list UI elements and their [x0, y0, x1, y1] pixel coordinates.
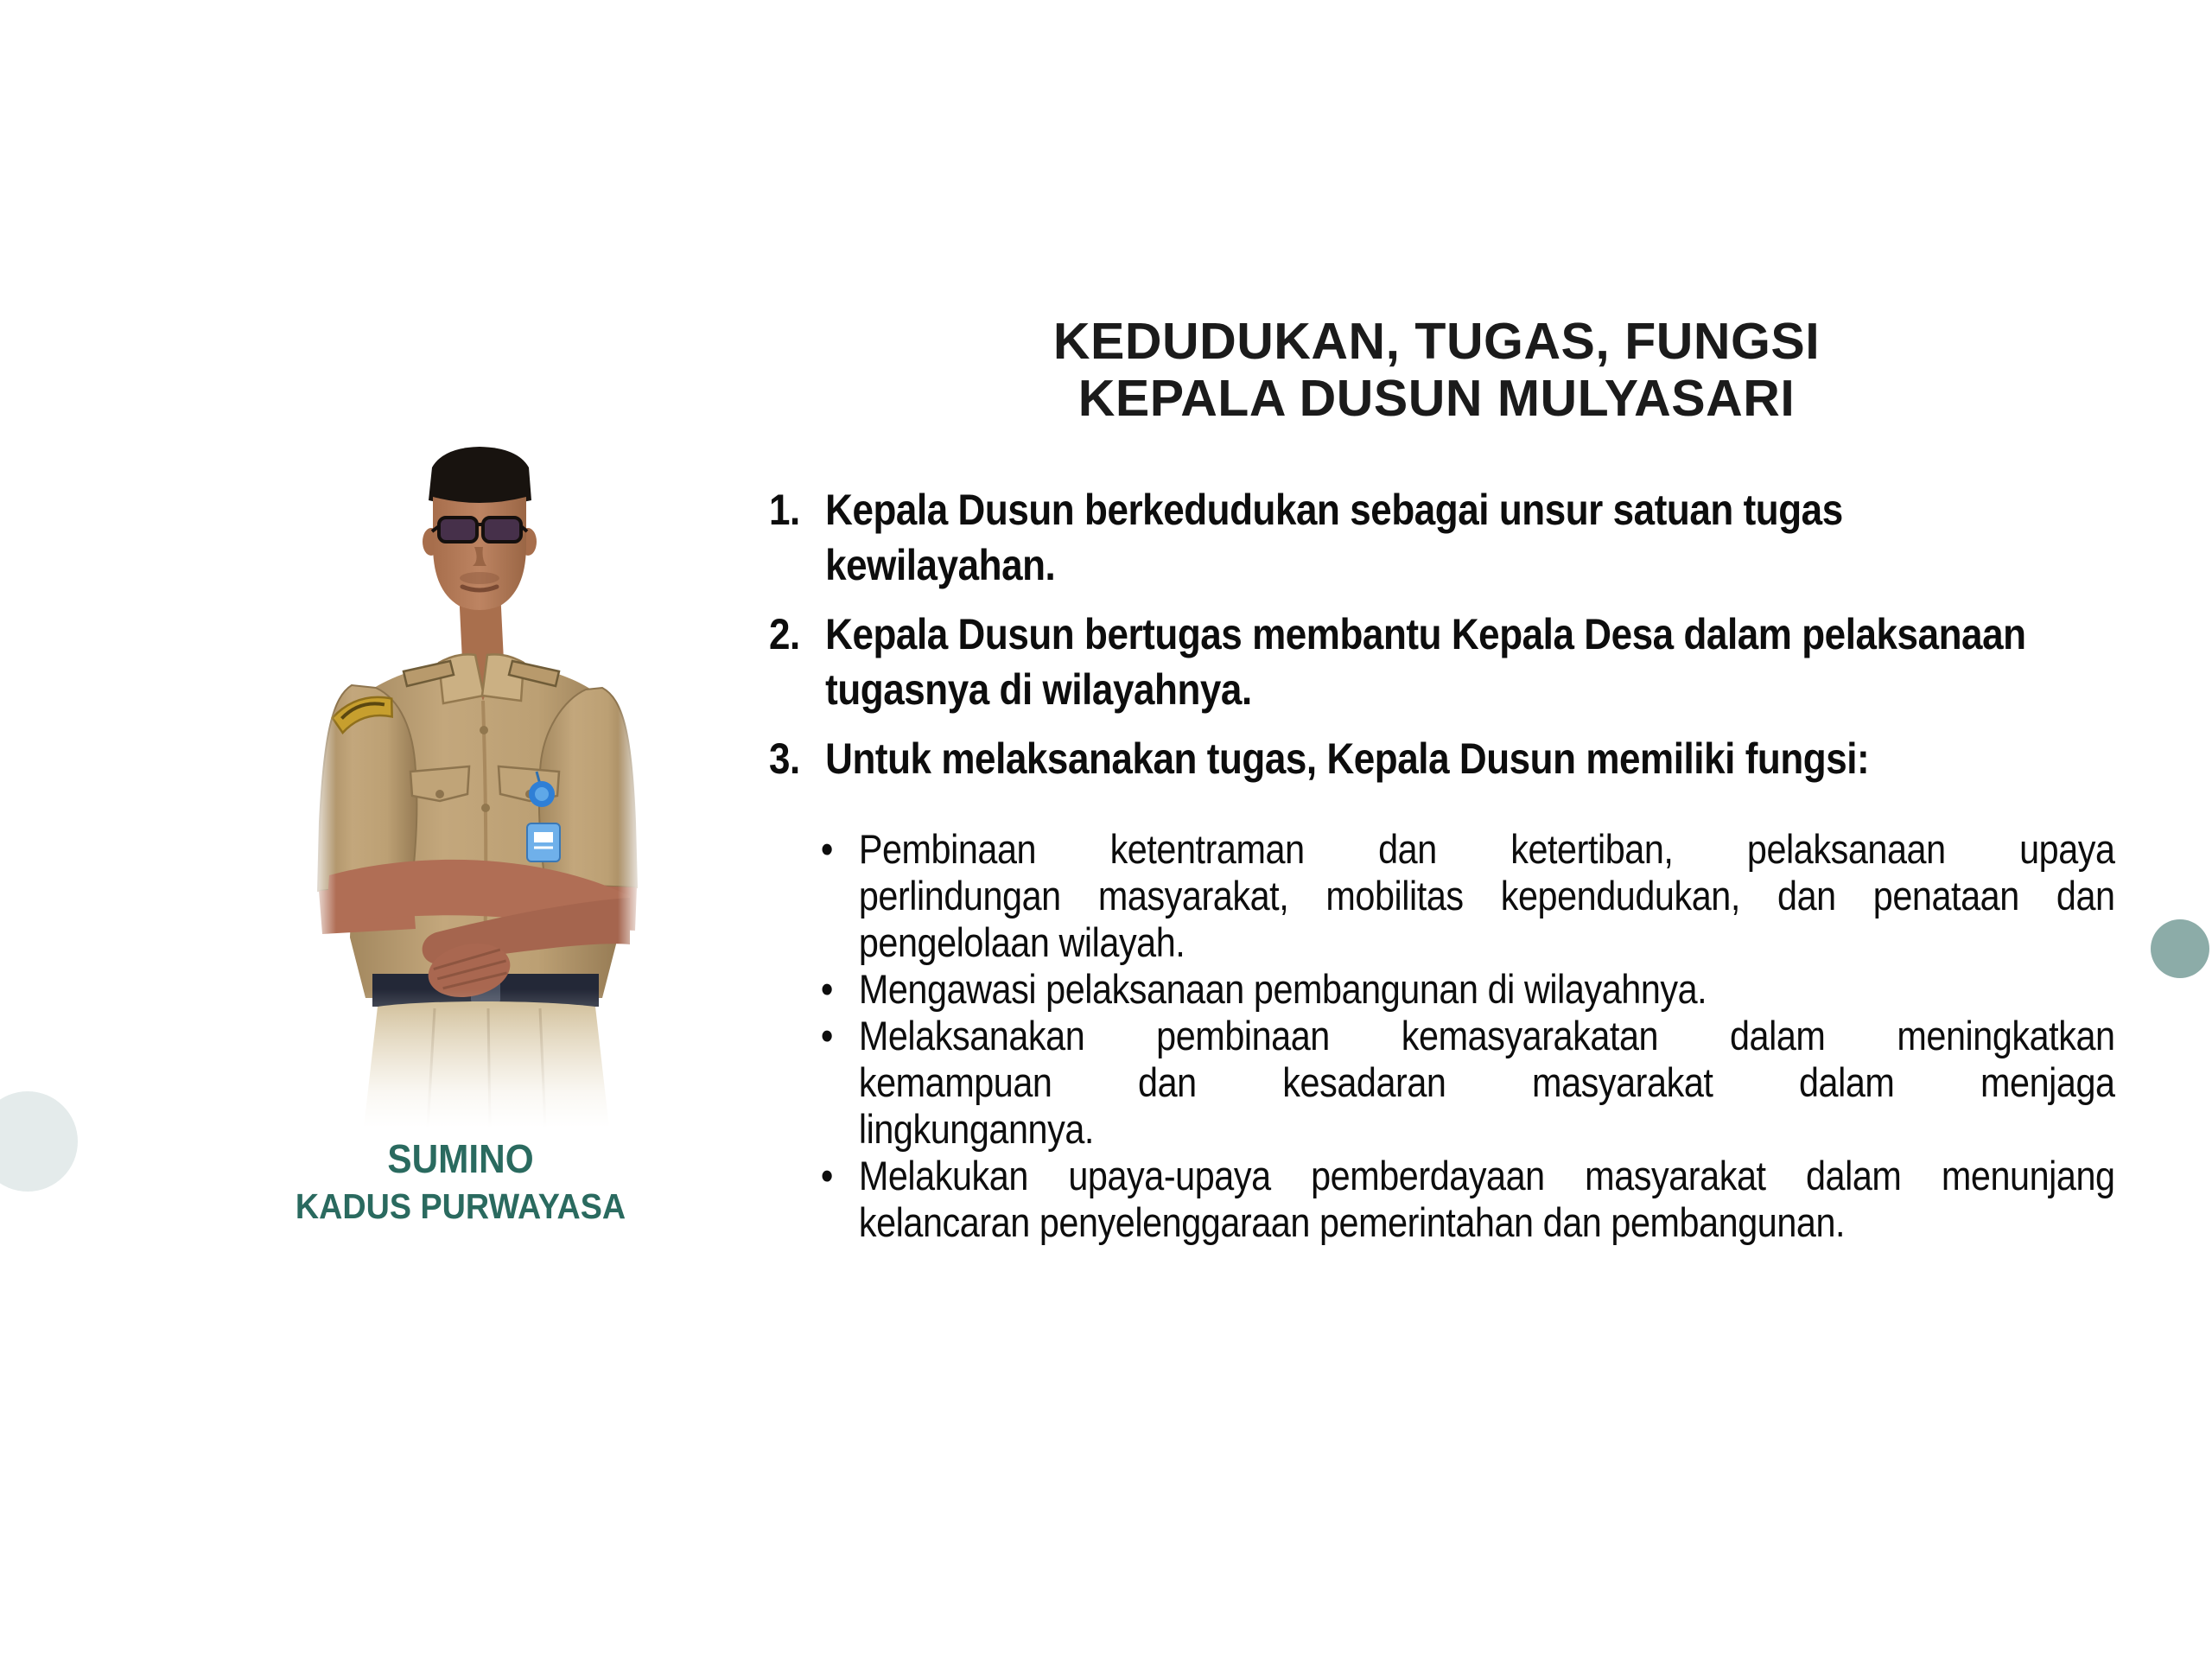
text-line: Mengawasi pelaksanaan pembangunan di wilayahnya.: [858, 966, 1707, 1012]
text-line: Untuk melaksanakan tugas, Kepala Dusun memiliki fungsi:: [825, 734, 1870, 783]
duties-text: [769, 482, 2115, 1246]
text-line: kewilayahan.: [825, 541, 1056, 589]
button: [481, 804, 490, 812]
bullet-icon: •: [820, 966, 833, 1012]
text-line: kelancaran penyelenggaraan pemerintahan dan pembangunan.: [858, 1199, 1846, 1245]
bullet-item: [769, 966, 2115, 1013]
text-line: pengelolaan wilayah.: [858, 919, 1185, 965]
item-text: [859, 1153, 2115, 1246]
photo-fade-left: [314, 445, 336, 1128]
text-line: Pembinaan ketentraman dan ketertiban, pelaksanaan upaya: [858, 826, 2115, 872]
item-number: 1.: [769, 486, 800, 534]
button: [480, 726, 488, 734]
text-line: Melaksanakan pembinaan kemasyarakatan dalam meningkatkan: [858, 1013, 2115, 1058]
page-title: [769, 313, 2104, 427]
portrait-caption: [282, 1134, 639, 1229]
item-text: [859, 1013, 2115, 1153]
portrait-illustration: [314, 445, 640, 1128]
numbered-item: [769, 482, 2115, 593]
text-line: perlindungan masyarakat, mobilitas kependudukan, dan penataan dan: [858, 873, 2115, 918]
item-text: [825, 731, 2114, 786]
bullet-icon: •: [820, 826, 833, 872]
text-line: Kepala Dusun berkedudukan sebagai unsur satuan tugas: [825, 486, 1843, 534]
item-text: [859, 966, 2115, 1013]
text-line: kemampuan dan kesadaran masyarakat dalam menjaga: [858, 1059, 2115, 1105]
numbered-item: [769, 607, 2115, 717]
text-line: Kepala Dusun bertugas membantu Kepala Desa dalam pelaksanaan: [825, 610, 2026, 658]
item-number: 3.: [769, 734, 800, 783]
item-text: [859, 826, 2115, 966]
text-line: Melakukan upaya-upaya pemberdayaan masyarakat dalam menunjang: [858, 1153, 2115, 1198]
bullet-icon: •: [820, 1013, 833, 1058]
text-line: tugasnya di wilayahnya.: [825, 665, 1252, 714]
person-role: KADUS PURWAYASA: [295, 1186, 626, 1226]
item-text: [825, 482, 2114, 593]
item-text: [825, 607, 2114, 717]
pocket-button: [435, 790, 444, 798]
left-decor-circle: [0, 1091, 78, 1192]
bullet-list: [769, 826, 2115, 1246]
right-decor-circle: [2151, 919, 2209, 978]
text-line: lingkungannya.: [858, 1106, 1094, 1152]
item-number: 2.: [769, 610, 800, 658]
bullet-item: [769, 1153, 2115, 1246]
person-name: SUMINO: [387, 1136, 534, 1181]
badge-reel-center: [535, 787, 549, 801]
photo-fade-bottom: [314, 989, 640, 1128]
peci-cap: [429, 447, 531, 506]
numbered-list: [769, 482, 2115, 786]
numbered-item: [769, 731, 2115, 786]
id-card-photo: [534, 832, 553, 842]
bullet-item: [769, 826, 2115, 966]
mustache-shadow: [460, 572, 499, 584]
bullet-icon: •: [820, 1153, 833, 1198]
photo-fade-right: [618, 445, 640, 1128]
bullet-item: [769, 1013, 2115, 1153]
title-line-2: KEPALA DUSUN MULYASARI: [1077, 370, 1796, 427]
portrait-photo: [314, 445, 640, 1128]
title-line-1: KEDUDUKAN, TUGAS, FUNGSI: [1052, 313, 1821, 370]
